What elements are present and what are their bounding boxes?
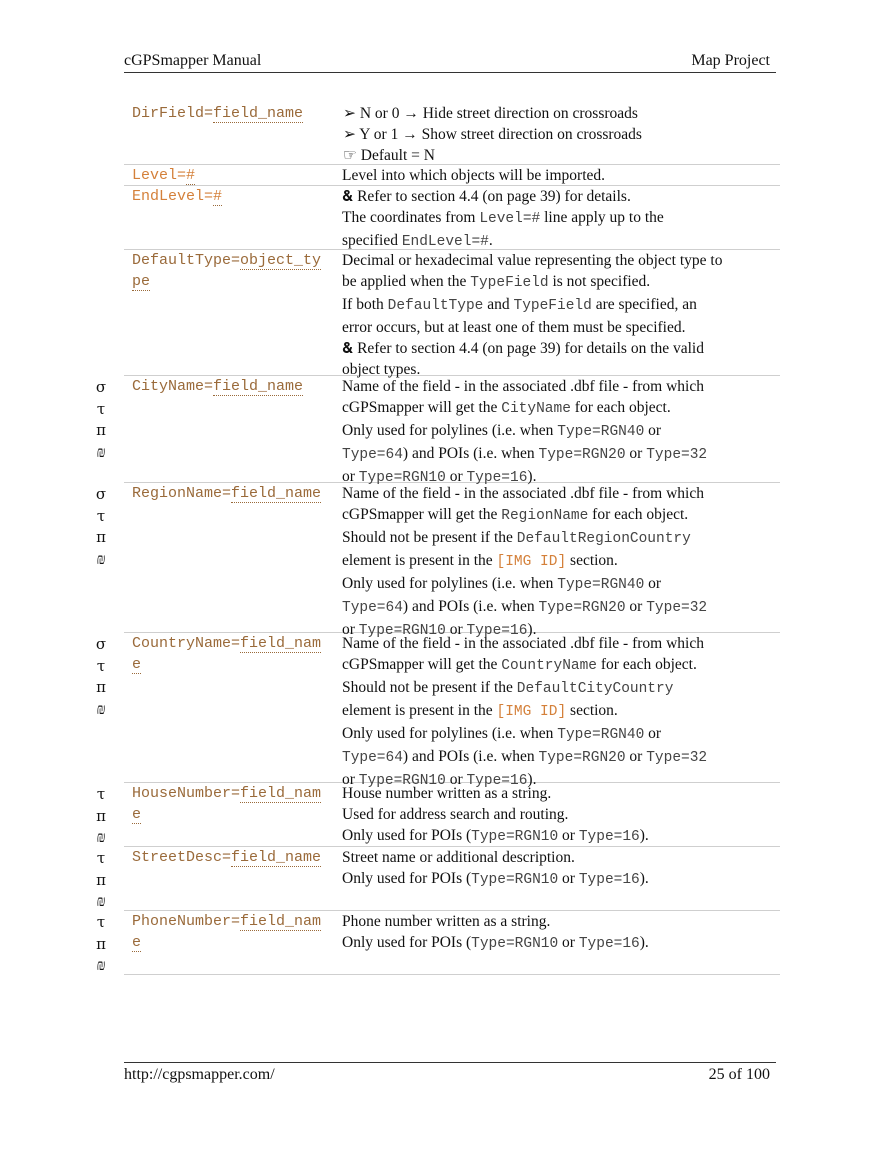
pi-icon: π (96, 678, 106, 697)
compatibility-icons (93, 634, 109, 720)
param-description: Name of the field - in the associated .dbf file - from which cGPSmapper will get the RegionName for each object. Should not be present if the DefaultRegionCountry element is present in the [IMG ID] section. Only used for polylines (i.e. when Type=RGN40 or Type=64) and POIs (i.e. when Type=RGN20 or Type=32 or Type=RGN10 or Type=16). (342, 485, 708, 639)
table-row (0, 910, 892, 974)
param-name: DefaultType=object_type (132, 252, 322, 290)
param-name: RegionName=field_name (132, 485, 322, 502)
compatibility-icons (93, 848, 109, 913)
sheqel-icon: ₪ (96, 956, 106, 975)
pi-icon: π (96, 870, 106, 889)
table-row (0, 164, 892, 185)
sheqel-icon: ₪ (96, 699, 106, 718)
table-row (0, 782, 892, 846)
sigma-icon: σ (95, 635, 107, 653)
pi-icon: π (96, 934, 106, 953)
param-name: StreetDesc=field_name (132, 849, 322, 866)
param-description: ➢ N or 0 → Hide street direction on crossroads ➢ Y or 1 → Show street direction on crossroads ☞ Default = N (343, 105, 642, 164)
footer-url[interactable]: http://cgpsmapper.com/ (124, 1066, 275, 1083)
pi-icon: π (96, 421, 106, 440)
parameter-table (0, 102, 892, 974)
table-row (0, 482, 892, 639)
param-description: Name of the field - in the associated .dbf file - from which cGPSmapper will get the CityName for each object. Only used for polylines (i.e. when Type=RGN40 or Type=64) and POIs (i.e. when Type=RGN20 or Type=32 or Type=RGN10 or Type=16). (342, 378, 708, 486)
compatibility-icons (93, 912, 109, 977)
tau-icon: τ (96, 785, 106, 803)
tau-icon: τ (96, 913, 106, 931)
param-name: Level=# (132, 167, 196, 184)
table-row (0, 249, 892, 378)
sheqel-icon: ₪ (96, 549, 106, 568)
header-title: cGPSmapper Manual (124, 52, 262, 69)
compatibility-icons (93, 377, 109, 463)
tau-icon: τ (96, 399, 106, 418)
param-description: Name of the field - in the associated .dbf file - from which cGPSmapper will get the CountryName for each object. Should not be present if the DefaultCityCountry element is present in the [IMG ID] section. Only used for polylines (i.e. when Type=RGN40 or Type=64) and POIs (i.e. when Type=RGN20 or Type=32 or Type=RGN10 or Type=16). (342, 635, 708, 789)
page-header (124, 52, 776, 73)
page-number: 25 of 100 (708, 1066, 770, 1083)
sheqel-icon: ₪ (96, 828, 106, 847)
table-row (0, 375, 892, 486)
param-name: CountryName=field_name (132, 635, 322, 673)
table-row (0, 102, 892, 164)
header-section: Map Project (691, 52, 770, 69)
tau-icon: τ (96, 849, 106, 867)
param-description: 🙴 Refer to section 4.4 (on page 39) for details. The coordinates from Level=# line apply up to the specified EndLevel=#. (342, 188, 664, 250)
param-description: Phone number written as a string. Only used for POIs (Type=RGN10 or Type=16). (342, 913, 649, 952)
param-name: EndLevel=# (132, 188, 223, 205)
param-description: Decimal or hexadecimal value representing the object type to be applied when the TypeField is not specified. If both DefaultType and TypeField are specified, an error occurs, but at least one of them must be specified. 🙴 Refer to section 4.4 (on page 39) for details on the valid object types. (342, 252, 723, 378)
pi-icon: π (96, 806, 106, 825)
sigma-icon: σ (95, 485, 107, 503)
sheqel-icon: ₪ (96, 442, 106, 461)
tau-icon: τ (96, 656, 106, 675)
page-footer (124, 1062, 776, 1087)
table-row (0, 846, 892, 910)
param-name: HouseNumber=field_name (132, 785, 322, 823)
param-description: House number written as a string. Used for address search and routing. Only used for POIs (Type=RGN10 or Type=16). (342, 785, 649, 845)
tau-icon: τ (96, 506, 106, 525)
param-name: CityName=field_name (132, 378, 304, 395)
sheqel-icon: ₪ (96, 892, 106, 911)
compatibility-icons (93, 484, 109, 570)
param-description: Level into which objects will be imported. (342, 167, 606, 184)
table-row (0, 632, 892, 789)
param-name: PhoneNumber=field_name (132, 913, 322, 951)
param-description: Street name or additional description. Only used for POIs (Type=RGN10 or Type=16). (342, 849, 649, 888)
sigma-icon: σ (95, 378, 107, 396)
compatibility-icons (93, 784, 109, 849)
table-row (0, 185, 892, 249)
pi-icon: π (96, 528, 106, 547)
param-name: DirField=field_name (132, 105, 304, 122)
